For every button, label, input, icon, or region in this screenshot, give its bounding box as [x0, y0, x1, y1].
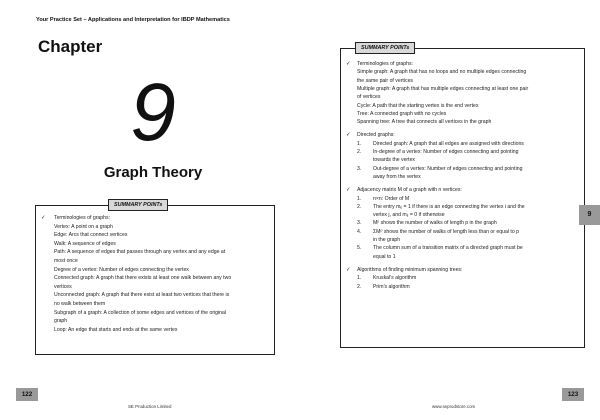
list-number: 3. — [357, 220, 362, 227]
list-item-text: n×n: Order of M — [373, 195, 410, 202]
list-item-text: towards the vertex — [373, 157, 416, 164]
list-number: 2. — [357, 203, 362, 210]
summary-line: Edge: Arcs that connect vertices — [54, 232, 128, 239]
summary-line: Connected graph: A graph that there exists at least one walk between any two — [54, 275, 232, 282]
summary-line: no walk between them — [54, 301, 106, 307]
summary-line: most once — [54, 258, 78, 264]
list-item-text: The entry mᵢⱼ = 1 if there is an edge connecting the vertex i and the — [373, 203, 525, 210]
list-number: 1. — [357, 140, 362, 147]
left-page-number: 122 — [16, 388, 38, 401]
list-item-text: away from the vertex — [373, 173, 421, 180]
summary-line: Simple graph: A graph that has no loops and no multiple edges connecting — [357, 69, 527, 76]
summary-tag: SUMMARY POINTs — [355, 42, 415, 54]
left-footer-text: SE Production Limited — [128, 404, 172, 409]
list-number: 1. — [357, 275, 362, 282]
summary-line: Loop: An edge that starts and ends at the same vertex — [54, 326, 178, 333]
summary-line: Multiple graph: A graph that has multiple edges connecting at least one pair — [357, 85, 529, 92]
list-number: 2. — [357, 149, 362, 155]
right-summary-box — [340, 45, 585, 348]
summary-line: Walk: A sequence of edges — [54, 240, 116, 247]
check-icon: ✓ — [346, 266, 351, 273]
section-heading: Adjacency matrix M of a graph with n vertices: — [357, 187, 462, 194]
list-item-text: in the graph — [373, 237, 401, 243]
summary-line: the same pair of vertices — [357, 77, 413, 84]
summary-line: Spanning tree: A tree that connects all vertices in the graph — [357, 119, 492, 126]
summary-line: graph — [54, 318, 68, 325]
list-number: 2. — [357, 283, 362, 290]
check-icon: ✓ — [41, 215, 46, 221]
list-item-text: Kruskal's algorithm — [373, 275, 417, 282]
right-page-number: 123 — [562, 388, 584, 401]
summary-line: Tree: A connected graph with no cycles — [357, 110, 447, 117]
summary-line: Subgraph of a graph: A collection of some edges and vertices of the original — [54, 309, 227, 316]
summary-line: vertices — [54, 283, 72, 290]
check-icon: ✓ — [346, 132, 351, 139]
summary-line: Cycle: A path that the starting vertex is the end vertex — [357, 102, 479, 109]
summary-line: Vertex: A point on a graph — [54, 223, 113, 230]
chapter-title: Graph Theory — [103, 164, 203, 181]
section-heading: Directed graphs: — [357, 132, 395, 139]
list-item-text: Directed graph: A graph that all edges are assigned with directions — [373, 140, 524, 147]
list-item-text: Out-degree of a vertex: Number of edges connecting and pointing — [373, 165, 523, 172]
list-item-text: Mᵖ shows the number of walks of length p in the graph — [373, 220, 497, 227]
check-icon: ✓ — [346, 187, 351, 194]
list-number: 3. — [357, 165, 362, 172]
right-footer-text: www.seprodstore.com — [432, 404, 476, 409]
summary-line: Unconnected graph: A graph that there exist at least two vertices that there is — [54, 292, 230, 299]
list-number: 1. — [357, 195, 362, 202]
running-header: Your Practice Set – Applications and Interpretation for IBDP Mathematics — [36, 17, 230, 23]
section-heading: Algorithms of finding minimum spanning trees: — [357, 266, 463, 273]
chapter-label: Chapter — [38, 37, 103, 56]
summary-line: Terminologies of graphs: — [357, 61, 414, 67]
list-number: 5. — [357, 245, 362, 252]
summary-line: of vertices — [357, 94, 381, 101]
chapter-number: 9 — [130, 67, 176, 158]
summary-line: Terminologies of graphs: — [54, 215, 111, 221]
summary-line: Path: A sequence of edges that passes through any vertex and any edge at — [54, 249, 226, 256]
list-item-text: In-degree of a vertex: Number of edges connecting and pointing — [373, 149, 519, 155]
list-item-text: The column sum of a transition matrix of a directed graph must be — [373, 245, 523, 252]
summary-line: Degree of a vertex: Number of edges connecting the vertex — [54, 266, 189, 273]
list-item-text: ΣMᵖ shows the number of walks of length less than or equal to p — [373, 228, 519, 235]
summary-tag: SUMMARY POINTs — [108, 199, 168, 211]
list-item-text: Prim's algorithm — [373, 283, 410, 290]
left-summary-box — [35, 202, 275, 355]
check-icon: ✓ — [346, 61, 351, 67]
list-item-text: vertex j, and mᵢⱼ = 0 if otherwise — [373, 212, 445, 219]
list-number: 4. — [357, 228, 362, 235]
chapter-side-tab: 9 — [579, 205, 600, 225]
list-item-text: equal to 1 — [373, 253, 396, 260]
